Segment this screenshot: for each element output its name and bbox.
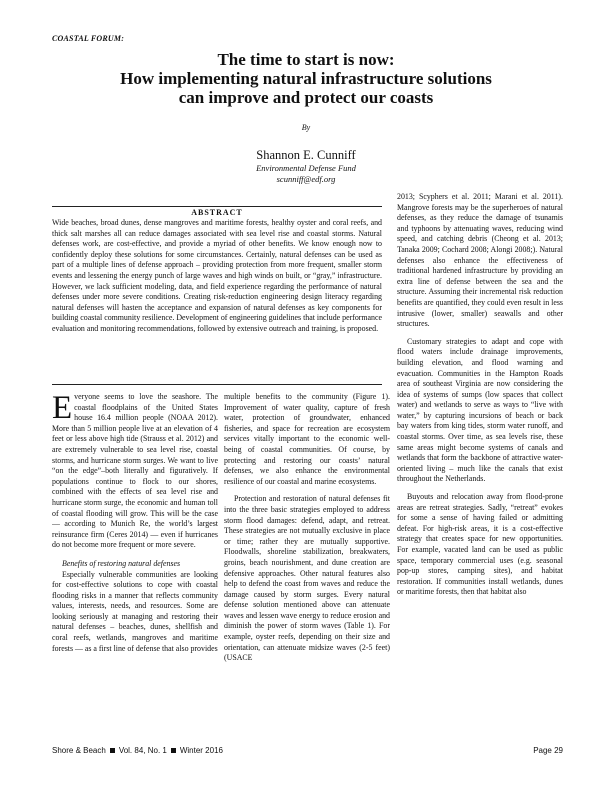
author-name: Shannon E. Cunniff [256,148,356,162]
journal-name: Shore & Beach [52,746,106,755]
title-line-3: can improve and protect our coasts [178,88,434,107]
square-bullet-icon [110,748,115,753]
abstract-heading: ABSTRACT [191,208,243,217]
intro-text: veryone seems to love the seashore. The coastal floodplains of the United States house 16.4 million people (NOAA 2012). More than 5 million people live at an elevation of 4 feet or less above high tide (Strauss et al. 2012) and are extremely vulnerable to sea level rise, coastal storms, and hurricane storm surges. We want to live “on the edge”–both literally and figuratively. If populations continue to flock to our shores, combined with the effects of sea level rise and hurricane storm surge, the economic and human toll of coastal flooding will grow. This will be the case — according to Munich Re, the world’s largest reinsurance firm (Ceres 2014) — even if hurricanes do not become more frequent or more severe. [52,392,218,550]
abstract-top-rule [52,206,382,207]
author-organization: Environmental Defense Fund [256,163,356,173]
body-paragraph: Protection and restoration of natural defenses fit into the three basic strategies employed to address storm flood damages: defend, adapt, and retreat. These strategies are not mutually exclusive in place or time; rather they are mutually supportive. Floodwalls, shoreline stabilization, breakwaters, groins, beach nourishment, and dune creation are defensive approaches. Other natural features also help to defend the coast from waves and reduce the damage caused by storm surges. Every natural defense solution mentioned above can attenuate waves and lessen wave energy to reduce erosion and diminish the power of storm waves (Table 1). For example, oyster reefs, depending on their size and orientation, can attenuate midsize waves (2-5 feet) (USACE [224,494,390,663]
body-column-3 [397,192,563,738]
body-paragraph: Especially vulnerable communities are looking for cost-effective solutions to cope with coastal flooding risks in a manner that reflects community values, interests, needs, and resources. Some are looking seriously at managing and restoring their natural defenses – beaches, dunes, shellfish and coral reefs, wetlands, mangroves and maritime forests — as a first line of defense that also provides [52,569,218,653]
abstract-text: Wide beaches, broad dunes, dense mangroves and maritime forests, healthy oyster and coral reefs, and thick salt marshes all can reduce damages associated with sea level rise and coastal storms. Natural defenses work, are cost-effective, and provide a myriad of other benefits. We know enough now to confidently deploy these solutions for some circumstances. Certainly, natural defenses can be used as part of a multiple lines of defense approach – providing protection from more frequent, smaller storm events and lessening the energy punch of large waves and high winds on built, or “gray,” infrastructure. However, we lack sufficient modeling, data, and field experience regarding the performance of natural defenses under more severe conditions. Creating risk-reduction engineering design literacy regarding natural defenses will hasten the acceptance and expansion of natural defenses as key components for building coastal community resilience. Development of engineering guidelines that include performance evaluation and monitoring recommendations, followed by extensive outreach and training, is proposed. [52,218,382,333]
square-bullet-icon [171,748,176,753]
article-title [40,50,572,107]
page-footer [52,746,563,758]
abstract-bottom-rule [52,384,382,385]
body-paragraph: multiple benefits to the community (Figure 1). Improvement of water quality, capture of fresh water, protection of groundwater, enhanced fisheries, and space for recreation are ecosystem services vitally important to the economic well-being of coastal communities. Of course, by protecting and restoring our coasts’ natural defenses, we also enhance the environmental resilience of our coastal and marine ecosystems. [224,392,390,486]
body-paragraph: Buyouts and relocation away from flood-prone areas are retreat strategies. Sadly, “retreat” evokes for some a sense of having failed or admitting defeat. For high-risk areas, it is a cost-effective strategy that creates space for new opportunities. For example, vacated land can be used as public space, temporary commercial uses (e.g. seasonal pop-up stores, camping sites), and habitat restoration. If communities install wetlands, dunes or maritime forests, then that habitat also [397,492,563,597]
title-line-2: How implementing natural infrastructure solutions [120,69,492,88]
section-subheading: Benefits of restoring natural defenses [62,558,181,568]
issue-date: Winter 2016 [179,746,223,755]
body-column-2 [224,392,390,738]
section-label: COASTAL FORUM: [52,34,125,43]
author-affiliation [0,163,612,185]
body-column-1 [52,392,218,738]
author-email: scunniff@edf.org [276,174,336,184]
volume-issue: Vol. 84, No. 1 [118,746,167,755]
title-line-1: The time to start is now: [217,50,395,69]
body-paragraph [52,392,218,551]
byline: By [301,123,311,132]
page-number: Page 29 [533,746,563,755]
drop-cap: E [52,392,73,426]
body-paragraph: Customary strategies to adapt and cope with flood waters include drainage improvements, building elevation, and flood warning and evacuation. Communities in the Hampton Roads area of southeast Virginia are now considering the idea of systems of sumps (low spaces that collect water) and wetlands to serve as ways to “live with water,” by capturing incursions of beach or back bay waters from king tides, storm water runoff, and coastal storms. Over time, as sea levels rise, these same areas might become systems of canals and wetlands that form the backbone of attractive water-oriented living – much like the canals that exist throughout the Netherlands. [397,336,563,484]
body-paragraph: 2013; Scyphers et al. 2011; Marani et al. 2011). Mangrove forests may be the superheroes of natural defenses, as they reduce the damage of tsunamis and typhoons by attenuating waves, reducing wind speed, and catching debris (Cheong et al. 2013; Tanaka 2009; Cochard 2008; Alongi 2008;). Natural defenses also enhance the effectiveness of traditional hardened infrastructure by providing an extra line of defense between the sea and the structure. Assuming their incremental risk reduction benefits are quantified, they could even result in less intrusive (lower, smaller) seawalls and other structures. [397,192,563,329]
footer-citation [52,746,223,755]
